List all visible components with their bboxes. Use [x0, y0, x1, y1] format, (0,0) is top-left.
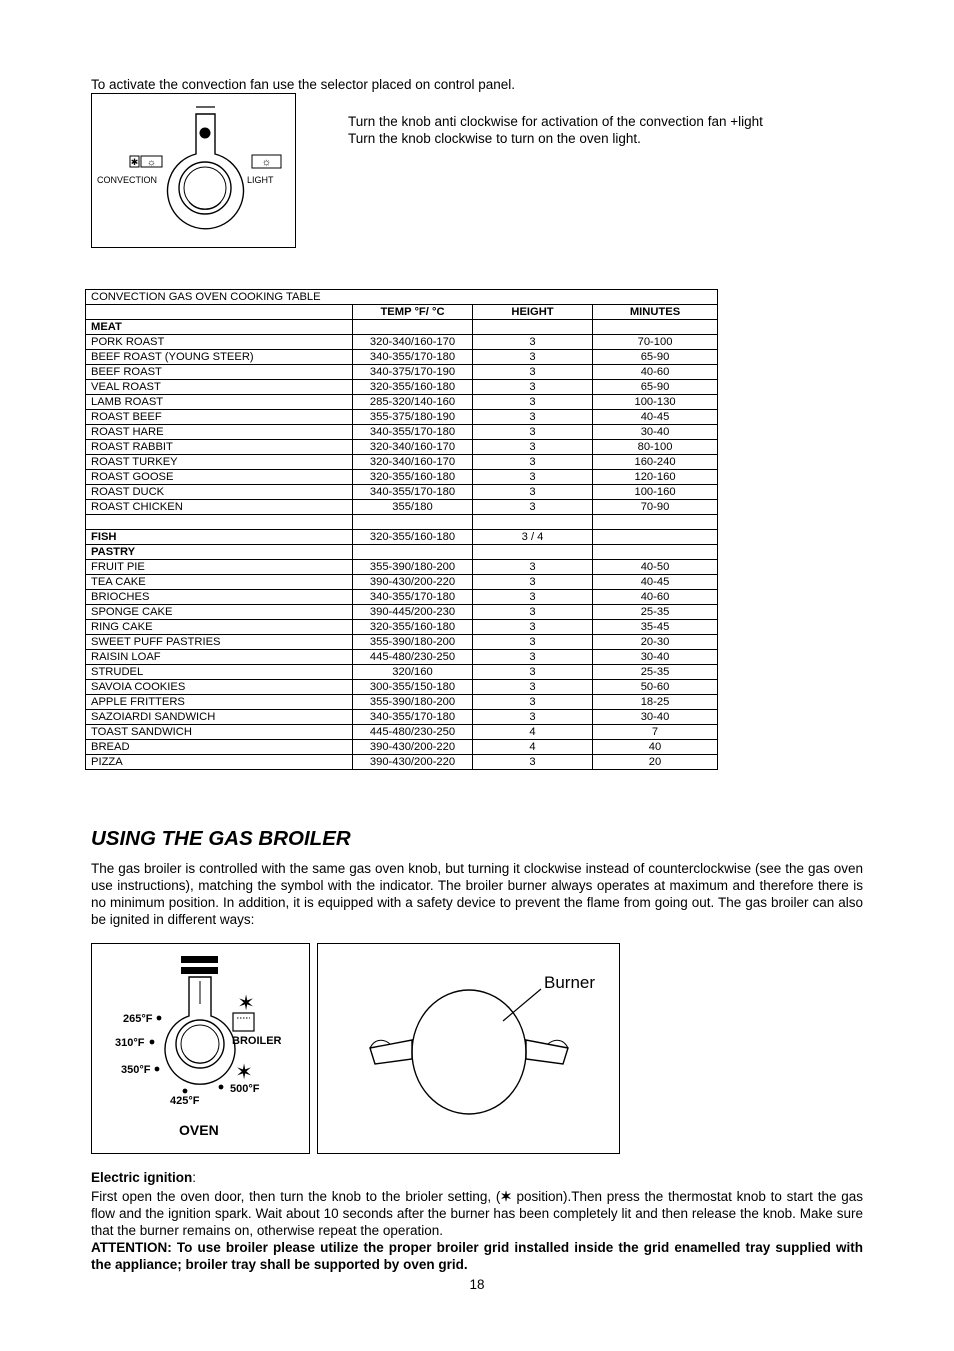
table-title-row	[86, 290, 718, 305]
row-height: 3	[473, 365, 593, 380]
row-height: 3	[473, 335, 593, 350]
svg-text:☼: ☼	[146, 157, 157, 169]
table-row	[86, 620, 718, 635]
row-minutes: 40-45	[593, 575, 718, 590]
row-minutes: 40-60	[593, 365, 718, 380]
row-minutes: 70-100	[593, 335, 718, 350]
row-height: 4	[473, 725, 593, 740]
svg-text:☼: ☼	[261, 156, 272, 169]
broiler-tray-icon	[233, 1013, 254, 1031]
row-minutes: 30-40	[593, 650, 718, 665]
row-height: 3	[473, 500, 593, 515]
row-height: 4	[473, 740, 593, 755]
electric-heading: Electric ignition	[91, 1170, 193, 1185]
row-height	[473, 320, 593, 335]
row-temp: 390-430/200-220	[353, 740, 473, 755]
table-row	[86, 680, 718, 695]
row-temp: 340-375/170-190	[353, 365, 473, 380]
row-name: ROAST TURKEY	[86, 455, 353, 470]
row-minutes: 100-160	[593, 485, 718, 500]
table-row	[86, 725, 718, 740]
row-name: SAVOIA COOKIES	[86, 680, 353, 695]
row-height: 3 / 4	[473, 530, 593, 545]
attention-note: ATTENTION: To use broiler please utilize the proper broiler grid installed inside the grid enamelled tray supplied with the appliance; broiler tray shall be supported by oven grid.	[91, 1240, 863, 1272]
burner-illustration	[318, 944, 619, 1153]
burner-figure	[317, 943, 620, 1154]
header-temp: TEMP °F/ °C	[353, 305, 473, 320]
table-row	[86, 470, 718, 485]
row-height: 3	[473, 605, 593, 620]
row-minutes: 50-60	[593, 680, 718, 695]
cooking-table	[85, 289, 718, 770]
table-row	[86, 590, 718, 605]
table-row	[86, 635, 718, 650]
row-height: 3	[473, 695, 593, 710]
table-row	[86, 500, 718, 515]
row-temp: 320-355/160-180	[353, 470, 473, 485]
row-name: ROAST HARE	[86, 425, 353, 440]
convection-knob-figure	[91, 93, 296, 248]
knob-instruction-2: Turn the knob clockwise to turn on the oven light.	[348, 131, 641, 146]
row-minutes: 80-100	[593, 440, 718, 455]
row-temp: 445-480/230-250	[353, 725, 473, 740]
burner-label: Burner	[544, 973, 596, 992]
row-name: VEAL ROAST	[86, 380, 353, 395]
row-height: 3	[473, 620, 593, 635]
row-height: 3	[473, 665, 593, 680]
intro-text: To activate the convection fan use the selector placed on control panel.	[91, 77, 516, 92]
row-temp: 390-430/200-220	[353, 755, 473, 770]
row-height: 3	[473, 425, 593, 440]
indicator-dot-icon	[200, 128, 211, 139]
electric-heading-line	[91, 1169, 196, 1186]
row-name: LAMB ROAST	[86, 395, 353, 410]
knob-instruction-1: Turn the knob anti clockwise for activation of the convection fan +light	[348, 114, 763, 129]
electric-text-after: position).Then press the thermostat knob to start the gas flow and the ignition spark. Wait about 10 seconds after the burner has been completely lit and then release the knob. Make sure that the burner remains on, otherwise repeat the operation.	[91, 1189, 863, 1238]
row-temp: 355-390/180-200	[353, 560, 473, 575]
row-temp: 320-340/160-170	[353, 440, 473, 455]
row-minutes	[593, 320, 718, 335]
header-minutes: MINUTES	[593, 305, 718, 320]
table-row	[86, 575, 718, 590]
svg-text:✱: ✱	[130, 157, 139, 167]
row-name: TEA CAKE	[86, 575, 353, 590]
row-minutes: 30-40	[593, 425, 718, 440]
header-height: HEIGHT	[473, 305, 593, 320]
row-temp: 355-375/180-190	[353, 410, 473, 425]
row-minutes: 20-30	[593, 635, 718, 650]
row-temp: 355-390/180-200	[353, 695, 473, 710]
table-row	[86, 350, 718, 365]
electric-text-before: First open the oven door, then turn the knob to the brioler setting, (	[91, 1189, 501, 1204]
row-temp: 320-355/160-180	[353, 380, 473, 395]
row-name: BEEF ROAST (YOUNG STEER)	[86, 350, 353, 365]
row-minutes	[593, 530, 718, 545]
row-height: 3	[473, 560, 593, 575]
burner-disc	[412, 990, 526, 1114]
oven-knob-figure	[91, 943, 310, 1154]
row-temp: 340-355/170-180	[353, 425, 473, 440]
row-temp: 285-320/140-160	[353, 395, 473, 410]
row-height: 3	[473, 590, 593, 605]
table-row	[86, 380, 718, 395]
table-row	[86, 755, 718, 770]
row-temp: 445-480/230-250	[353, 650, 473, 665]
electric-instructions	[91, 1188, 863, 1239]
broiler-setting-star-icon: ✶	[500, 1189, 512, 1204]
row-height	[473, 545, 593, 560]
row-name: ROAST RABBIT	[86, 440, 353, 455]
row-minutes: 65-90	[593, 350, 718, 365]
row-temp: 340-355/170-180	[353, 710, 473, 725]
oven-knob-illustration	[92, 944, 309, 1153]
table-row	[86, 365, 718, 380]
table-row	[86, 395, 718, 410]
row-name: ROAST GOOSE	[86, 470, 353, 485]
row-name: ROAST CHICKEN	[86, 500, 353, 515]
row-minutes: 40-50	[593, 560, 718, 575]
table-row	[86, 710, 718, 725]
row-temp: 320/160	[353, 665, 473, 680]
row-height: 3	[473, 710, 593, 725]
row-name: BREAD	[86, 740, 353, 755]
row-minutes: 18-25	[593, 695, 718, 710]
table-title: CONVECTION GAS OVEN COOKING TABLE	[86, 290, 718, 305]
row-height: 3	[473, 635, 593, 650]
table-spacer-row	[86, 515, 718, 530]
row-name: RAISIN LOAF	[86, 650, 353, 665]
row-temp: 300-355/150-180	[353, 680, 473, 695]
row-temp	[353, 545, 473, 560]
page-number: 18	[469, 1277, 485, 1292]
row-temp	[353, 320, 473, 335]
row-temp	[353, 515, 473, 530]
row-height: 3	[473, 755, 593, 770]
row-minutes: 120-160	[593, 470, 718, 485]
temp-265: 265°F	[123, 1013, 153, 1025]
row-temp: 320-340/160-170	[353, 455, 473, 470]
convection-knob-illustration	[92, 94, 295, 247]
row-name: BRIOCHES	[86, 590, 353, 605]
row-name: STRUDEL	[86, 665, 353, 680]
table-row	[86, 425, 718, 440]
table-row	[86, 560, 718, 575]
table-row	[86, 455, 718, 470]
row-height: 3	[473, 440, 593, 455]
row-temp: 340-355/170-180	[353, 485, 473, 500]
row-name: SPONGE CAKE	[86, 605, 353, 620]
row-height: 3	[473, 650, 593, 665]
table-row	[86, 665, 718, 680]
row-name: FRUIT PIE	[86, 560, 353, 575]
table-row	[86, 545, 718, 560]
row-minutes: 40-60	[593, 590, 718, 605]
temp-350: 350°F	[121, 1064, 151, 1076]
row-minutes: 35-45	[593, 620, 718, 635]
row-name: ROAST BEEF	[86, 410, 353, 425]
row-height: 3	[473, 470, 593, 485]
row-name: TOAST SANDWICH	[86, 725, 353, 740]
row-temp: 340-355/170-180	[353, 590, 473, 605]
row-minutes	[593, 545, 718, 560]
row-minutes: 40	[593, 740, 718, 755]
row-temp: 340-355/170-180	[353, 350, 473, 365]
temp-310: 310°F	[115, 1037, 145, 1049]
row-minutes: 7	[593, 725, 718, 740]
table-row	[86, 320, 718, 335]
row-height: 3	[473, 575, 593, 590]
table-row	[86, 440, 718, 455]
row-name: FISH	[86, 530, 353, 545]
table-row	[86, 740, 718, 755]
broiler-star-icon: ✶	[237, 992, 255, 1015]
row-height: 3	[473, 455, 593, 470]
temp-500: 500°F	[230, 1083, 260, 1095]
row-temp: 355/180	[353, 500, 473, 515]
row-temp: 390-445/200-230	[353, 605, 473, 620]
table-header-row	[86, 305, 718, 320]
table-row	[86, 410, 718, 425]
header-name	[86, 305, 353, 320]
row-height: 3	[473, 380, 593, 395]
row-name: RING CAKE	[86, 620, 353, 635]
row-minutes: 25-35	[593, 665, 718, 680]
table-row	[86, 530, 718, 545]
row-name: APPLE FRITTERS	[86, 695, 353, 710]
row-temp: 390-430/200-220	[353, 575, 473, 590]
row-minutes: 70-90	[593, 500, 718, 515]
table-row	[86, 695, 718, 710]
row-temp: 320-340/160-170	[353, 335, 473, 350]
row-minutes: 160-240	[593, 455, 718, 470]
row-name: SAZOIARDI SANDWICH	[86, 710, 353, 725]
row-temp: 320-355/160-180	[353, 530, 473, 545]
row-temp: 320-355/160-180	[353, 620, 473, 635]
broiler-heading: USING THE GAS BROILER	[91, 827, 351, 850]
row-height: 3	[473, 410, 593, 425]
table-row	[86, 605, 718, 620]
table-row	[86, 485, 718, 500]
broiler-label: BROILER	[232, 1035, 282, 1047]
row-minutes	[593, 515, 718, 530]
row-name: PASTRY	[86, 545, 353, 560]
broiler-paragraph: The gas broiler is controlled with the same gas oven knob, but turning it clockwise instead of counterclockwise (see the gas oven use instructions), matching the symbol with the indicator. The broiler burner always operates at maximum and therefore there is no minimum position. In addition, it is equipped with a safety device to prevent the flame from going out. The gas broiler can also be ignited in different ways:	[91, 861, 863, 927]
light-label: LIGHT	[247, 175, 274, 185]
row-temp: 355-390/180-200	[353, 635, 473, 650]
row-minutes: 20	[593, 755, 718, 770]
row-name: PORK ROAST	[86, 335, 353, 350]
row-name: MEAT	[86, 320, 353, 335]
broiler-star-icon-2: ✶	[235, 1061, 253, 1084]
row-height	[473, 515, 593, 530]
row-name: ROAST DUCK	[86, 485, 353, 500]
row-name	[86, 515, 353, 530]
row-height: 3	[473, 350, 593, 365]
table-row	[86, 650, 718, 665]
electric-heading-colon: :	[192, 1170, 197, 1185]
row-height: 3	[473, 680, 593, 695]
row-name: BEEF ROAST	[86, 365, 353, 380]
row-height: 3	[473, 395, 593, 410]
row-minutes: 65-90	[593, 380, 718, 395]
row-name: PIZZA	[86, 755, 353, 770]
row-minutes: 40-45	[593, 410, 718, 425]
table-row	[86, 335, 718, 350]
row-minutes: 30-40	[593, 710, 718, 725]
temp-425: 425°F	[170, 1095, 200, 1107]
row-minutes: 25-35	[593, 605, 718, 620]
row-name: SWEET PUFF PASTRIES	[86, 635, 353, 650]
row-height: 3	[473, 485, 593, 500]
oven-label: OVEN	[179, 1122, 219, 1138]
convection-label: CONVECTION	[97, 175, 158, 185]
row-minutes: 100-130	[593, 395, 718, 410]
